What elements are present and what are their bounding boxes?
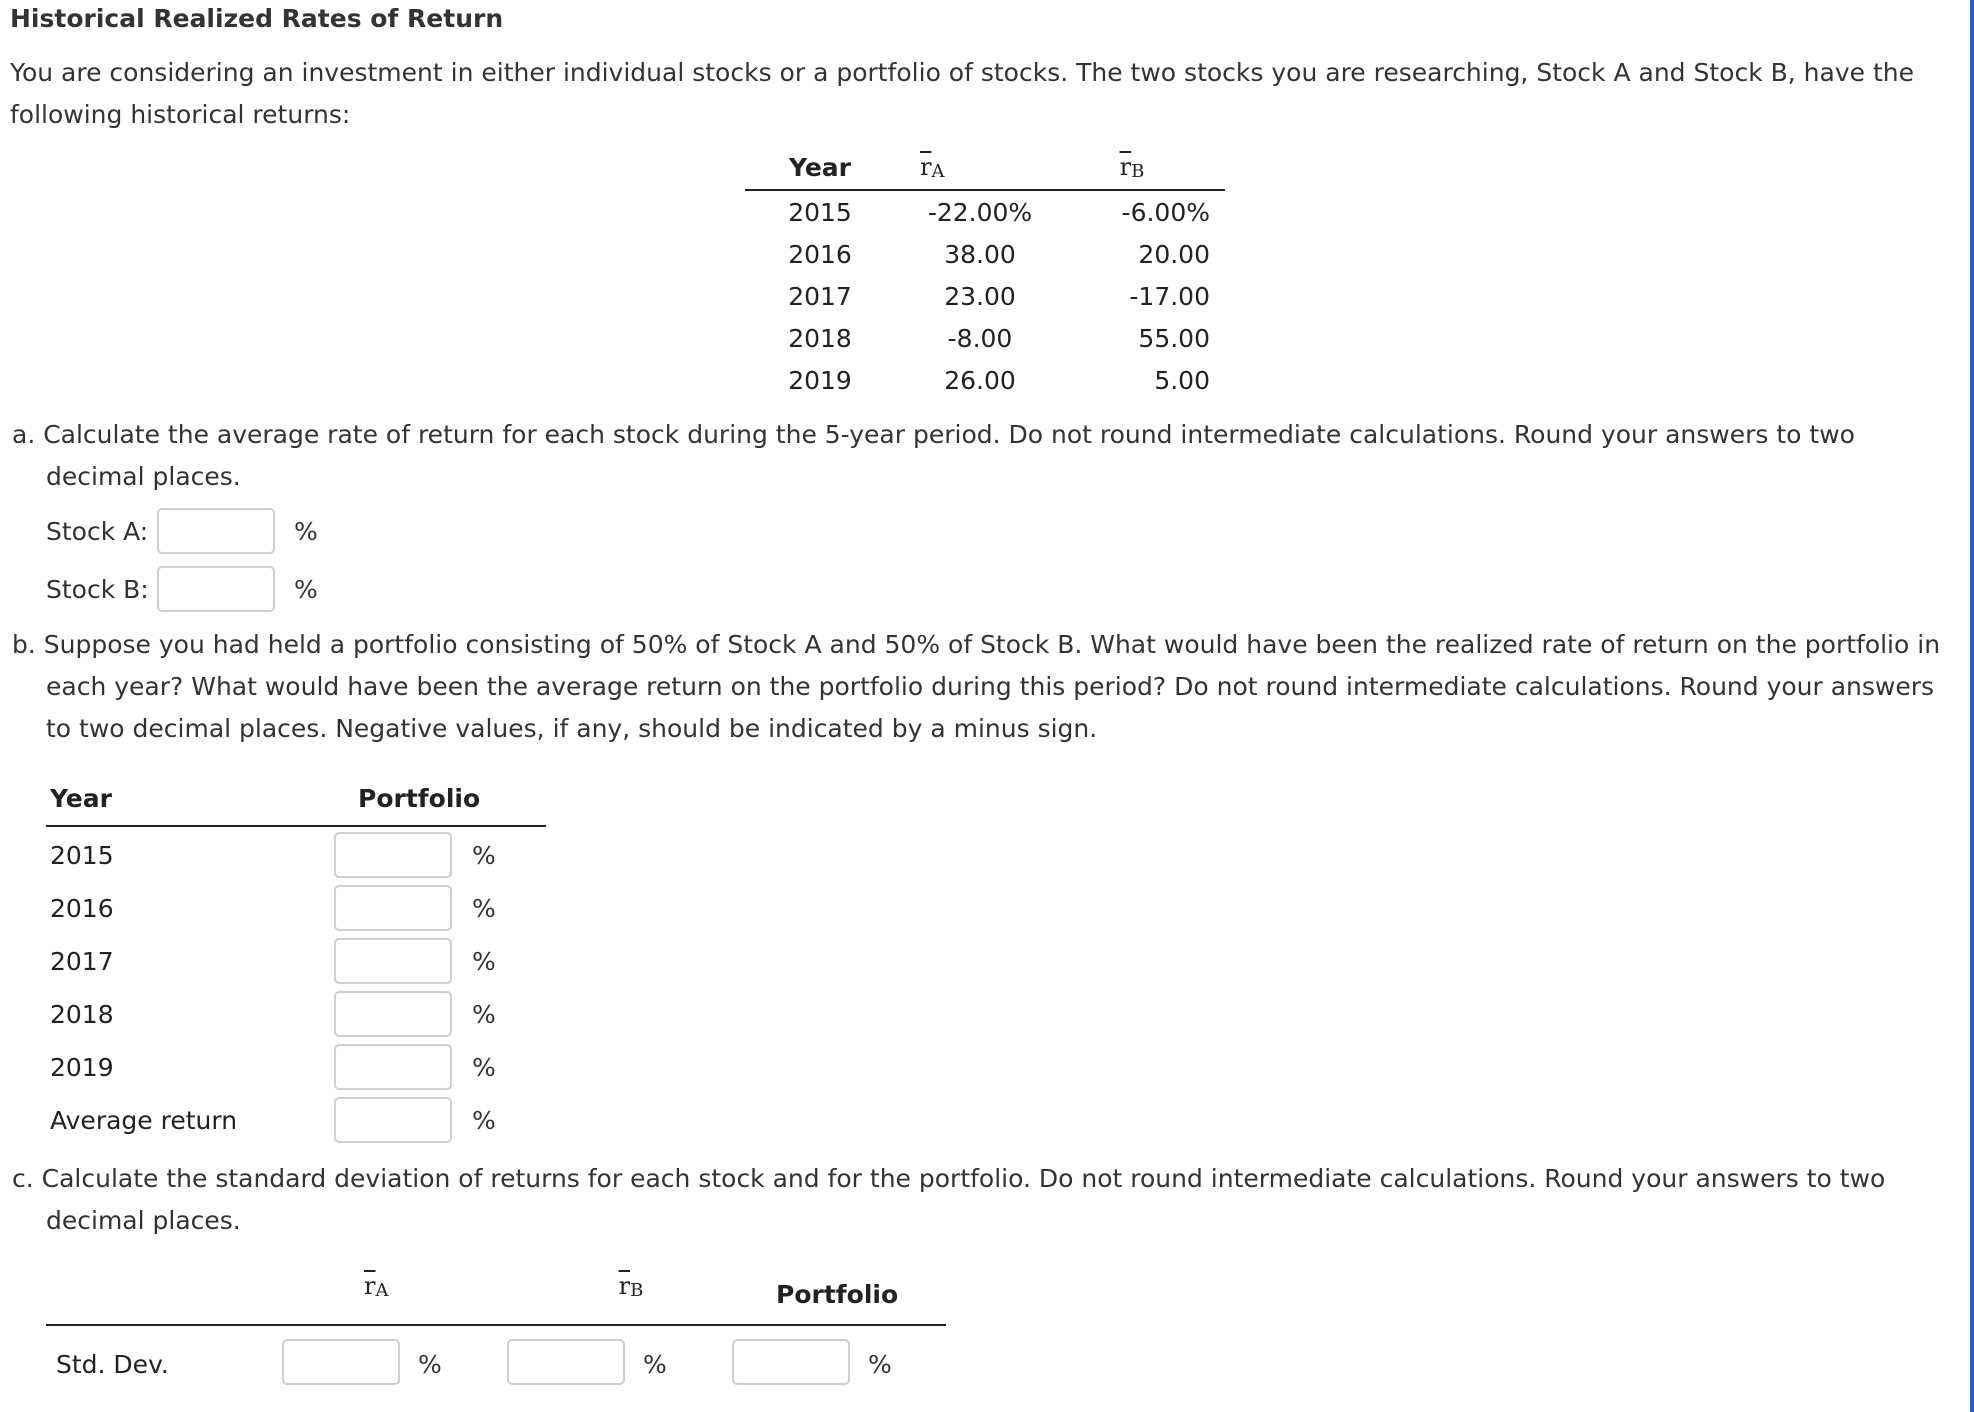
portfolio-column-header: Portfolio [358,784,481,813]
table-row [46,986,546,1039]
stock-b-return-cell: 20.00 [1138,240,1210,269]
stock-a-return-cell: 38.00 [944,240,1016,269]
percent-sign: % [294,575,318,604]
percent-sign: % [472,947,496,976]
table-row [745,359,1225,401]
std-dev-table-header [46,1262,946,1326]
stock-b-return-header [1120,153,1145,181]
table-row [745,233,1225,275]
percent-sign: % [472,841,496,870]
table-row [46,1039,546,1092]
percent-sign: % [472,1053,496,1082]
r-bar-symbol: $\overline{r}$ [364,1272,376,1300]
year-cell: 2017 [50,947,114,976]
average-return-label: Average return [50,1106,238,1135]
table-row [46,827,546,880]
r-bar-symbol: $\overline{r}$ [1119,153,1132,181]
table-row [46,1092,546,1145]
question-a-prompt: a. Calculate the average rate of return for each stock during the 5-year period. Do not round intermediate calculations. Round your answers to two decimal places. [12,420,1855,491]
year-cell: 2016 [788,240,852,269]
stock-b-std-dev-input[interactable] [507,1339,625,1385]
portfolio-return-input-2016[interactable] [334,885,452,931]
stock-a-return-cell: -22.00% [927,198,1033,227]
stock-b-label: Stock B: [46,575,149,604]
percent-sign: % [472,1106,496,1135]
stock-b-return-cell: -17.00 [1129,282,1210,311]
question-c-text [12,1158,1952,1242]
table-row [745,317,1225,359]
portfolio-return-input-2018[interactable] [334,991,452,1037]
subscript-a: A [931,161,945,182]
std-dev-table [46,1262,946,1406]
subscript-b: B [630,1280,644,1301]
page-title: Historical Realized Rates of Return [10,4,504,33]
stock-a-std-dev-input[interactable] [282,1339,400,1385]
year-cell: 2015 [50,841,114,870]
percent-sign: % [472,894,496,923]
year-cell: 2015 [788,198,852,227]
returns-table [745,145,1225,401]
portfolio-table-header [46,780,546,827]
portfolio-returns-table [46,780,546,1145]
subscript-a: A [375,1280,389,1301]
right-accent-bar [1970,0,1974,1412]
stock-b-return-header [619,1272,644,1300]
percent-sign: % [643,1350,667,1379]
stock-a-return-header [920,153,944,181]
portfolio-std-dev-input[interactable] [732,1339,850,1385]
percent-sign: % [472,1000,496,1029]
percent-sign: % [294,517,318,546]
r-bar-symbol: $\overline{r}$ [618,1272,631,1300]
question-c-prompt: c. Calculate the standard deviation of returns for each stock and for the portfolio. Do not round intermediate calculations. Round your answers to two decimal places. [12,1164,1886,1235]
intro-text: You are considering an investment in either individual stocks or a portfolio of stocks. The two stocks you are researching, Stock A and Stock B, have the following historical returns: [10,58,1914,129]
question-b-prompt: b. Suppose you had held a portfolio consisting of 50% of Stock A and 50% of Stock B. What would have been the realized rate of return on the portfolio in each year? What would have been the average return on the portfolio during this period? Do not round intermediate calculations. Round your answers to two decimal places. Negative values, if any, should be indicated by a minus sign. [12,630,1941,743]
percent-sign: % [418,1350,442,1379]
stock-a-return-cell: 26.00 [944,366,1016,395]
question-a-text [12,414,1942,498]
year-cell: 2018 [788,324,852,353]
stock-a-average-input[interactable] [157,508,275,554]
table-row [46,880,546,933]
stock-a-return-header [364,1272,388,1300]
portfolio-return-input-2019[interactable] [334,1044,452,1090]
year-cell: 2017 [788,282,852,311]
portfolio-column-header: Portfolio [776,1280,899,1309]
stock-b-average-input[interactable] [157,566,275,612]
stock-b-return-cell: -6.00% [1121,198,1210,227]
year-cell: 2019 [788,366,852,395]
portfolio-return-input-2017[interactable] [334,938,452,984]
year-cell: 2016 [50,894,114,923]
std-dev-label: Std. Dev. [56,1350,169,1379]
question-b-text [12,624,1962,750]
stock-a-label: Stock A: [46,517,149,546]
stock-a-return-cell: -8.00 [947,324,1013,353]
subscript-b: B [1131,161,1145,182]
portfolio-return-input-2015[interactable] [334,832,452,878]
table-row [745,275,1225,317]
table-row [46,1326,946,1406]
stock-a-return-cell: 23.00 [944,282,1016,311]
returns-table-header [745,145,1225,191]
year-cell: 2019 [50,1053,114,1082]
year-column-header: Year [50,784,112,813]
stock-b-return-cell: 55.00 [1138,324,1210,353]
stock-b-return-cell: 5.00 [1154,366,1210,395]
portfolio-average-return-input[interactable] [334,1097,452,1143]
table-row [745,191,1225,233]
table-row [46,933,546,986]
year-cell: 2018 [50,1000,114,1029]
r-bar-symbol: $\overline{r}$ [920,153,932,181]
year-column-header: Year [789,153,851,182]
percent-sign: % [868,1350,892,1379]
